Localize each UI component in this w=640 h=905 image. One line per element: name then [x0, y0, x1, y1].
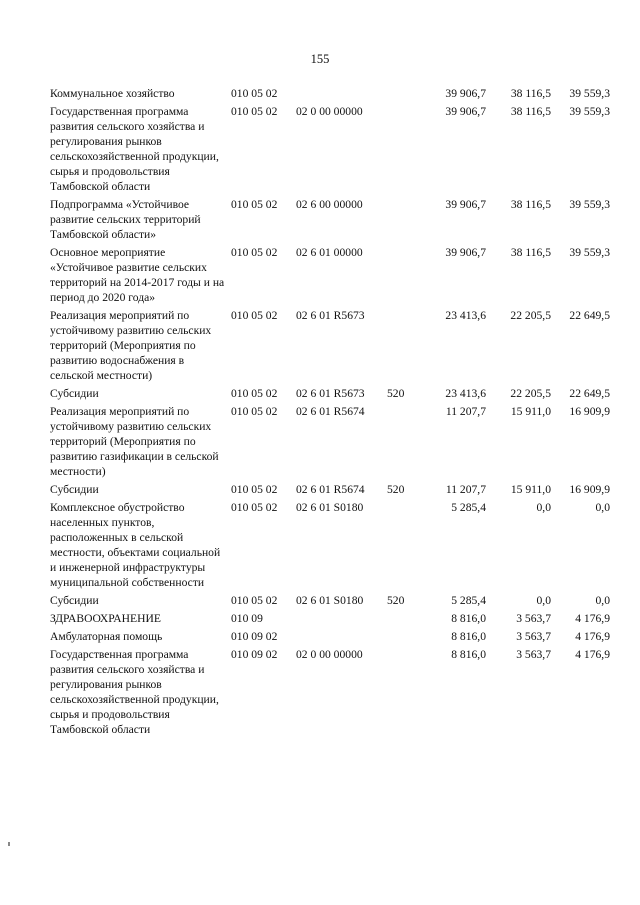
row-value-3: 0,0 — [595, 594, 610, 607]
row-value-2: 38 116,5 — [510, 87, 551, 100]
row-expense-type — [387, 500, 415, 593]
table-row — [50, 647, 610, 740]
row-value-1: 39 906,7 — [445, 105, 486, 118]
row-value-1: 23 413,6 — [445, 387, 486, 400]
row-value-3: 0,0 — [595, 501, 610, 514]
row-name: Реализация мероприятий по устойчивому развитию сельских территорий (Мероприятия по развитию водоснабжения в сельской местности) — [50, 309, 212, 382]
row-section-code: 010 05 02 — [231, 387, 278, 400]
table-row — [50, 500, 610, 593]
row-target-code: 02 6 00 00000 — [296, 198, 363, 211]
budget-table-body — [50, 86, 610, 740]
row-name: Государственная программа развития сельского хозяйства и регулирования рынков сельскохозяйственной продукции, сырья и продовольствия Тамбовской области — [50, 105, 219, 193]
row-value-2: 3 563,7 — [516, 630, 551, 643]
row-value-3: 16 909,9 — [569, 483, 610, 496]
row-section-code: 010 05 02 — [231, 594, 278, 607]
row-expense-type — [387, 647, 415, 740]
row-expense-type — [387, 104, 415, 197]
row-target-code: 02 0 00 00000 — [296, 648, 363, 661]
row-target-code — [296, 629, 387, 647]
row-section-code: 010 05 02 — [231, 198, 278, 211]
row-value-1: 11 207,7 — [445, 405, 486, 418]
row-value-1: 5 285,4 — [451, 501, 486, 514]
row-value-2: 15 911,0 — [510, 483, 551, 496]
row-value-1: 39 906,7 — [445, 246, 486, 259]
row-expense-type — [387, 308, 415, 386]
table-row — [50, 104, 610, 197]
table-row — [50, 197, 610, 245]
row-value-2: 3 563,7 — [516, 612, 551, 625]
row-target-code: 02 6 01 S0180 — [296, 594, 364, 607]
row-name: Субсидии — [50, 387, 99, 400]
row-section-code: 010 05 02 — [231, 105, 278, 118]
row-target-code: 02 6 01 R5673 — [296, 387, 365, 400]
row-value-3: 39 559,3 — [569, 198, 610, 211]
row-value-2: 0,0 — [536, 594, 551, 607]
row-value-3: 4 176,9 — [575, 648, 610, 661]
table-row — [50, 611, 610, 629]
table-row — [50, 593, 610, 611]
row-target-code: 02 0 00 00000 — [296, 105, 363, 118]
row-name: Субсидии — [50, 483, 99, 496]
row-name: Реализация мероприятий по устойчивому развитию сельских территорий (Мероприятия по развитию газификации в сельской местности) — [50, 405, 219, 478]
table-row — [50, 629, 610, 647]
row-name: Основное мероприятие «Устойчивое развитие сельских территорий на 2014-2017 годы и на период до 2020 года» — [50, 246, 225, 304]
row-value-3: 4 176,9 — [575, 612, 610, 625]
row-value-3: 22 649,5 — [569, 309, 610, 322]
table-row — [50, 86, 610, 104]
table-row — [50, 482, 610, 500]
table-row — [50, 386, 610, 404]
row-value-2: 3 563,7 — [516, 648, 551, 661]
row-expense-type: 520 — [387, 387, 405, 400]
row-value-2: 38 116,5 — [510, 246, 551, 259]
row-name: Амбулаторная помощь — [50, 630, 163, 643]
row-value-1: 5 285,4 — [451, 594, 486, 607]
row-value-1: 8 816,0 — [451, 630, 486, 643]
row-target-code — [296, 86, 387, 104]
row-value-2: 0,0 — [536, 501, 551, 514]
row-target-code: 02 6 01 S0180 — [296, 501, 364, 514]
row-target-code — [296, 611, 387, 629]
row-value-2: 38 116,5 — [510, 105, 551, 118]
row-value-3: 39 559,3 — [569, 246, 610, 259]
row-expense-type — [387, 629, 415, 647]
row-name: Государственная программа развития сельского хозяйства и регулирования рынков сельскохозяйственной продукции, сырья и продовольствия Тамбовской области — [50, 648, 219, 736]
row-section-code: 010 09 02 — [231, 648, 278, 661]
row-name: ЗДРАВООХРАНЕНИЕ — [50, 612, 161, 625]
row-expense-type — [387, 611, 415, 629]
row-section-code: 010 05 02 — [231, 87, 278, 100]
table-row — [50, 245, 610, 308]
row-section-code: 010 05 02 — [231, 246, 278, 259]
row-expense-type — [387, 245, 415, 308]
row-name: Комплексное обустройство населенных пунктов, расположенных в сельской местности, объектами социальной и инженерной инфраструктуры муниципальной собственности — [50, 501, 221, 589]
row-name: Субсидии — [50, 594, 99, 607]
row-value-3: 39 559,3 — [569, 105, 610, 118]
row-section-code: 010 09 02 — [231, 630, 278, 643]
row-value-3: 39 559,3 — [569, 87, 610, 100]
row-value-3: 22 649,5 — [569, 387, 610, 400]
page-number: 155 — [310, 52, 330, 66]
table-row — [50, 404, 610, 482]
row-value-1: 39 906,7 — [445, 198, 486, 211]
row-name: Коммунальное хозяйство — [50, 87, 175, 100]
row-expense-type: 520 — [387, 483, 405, 496]
row-section-code: 010 05 02 — [231, 501, 278, 514]
row-expense-type — [387, 197, 415, 245]
row-value-2: 38 116,5 — [510, 198, 551, 211]
row-value-1: 23 413,6 — [445, 309, 486, 322]
row-section-code: 010 09 — [231, 612, 263, 625]
row-name: Подпрограмма «Устойчивое развитие сельских территорий Тамбовской области» — [50, 198, 201, 241]
row-target-code: 02 6 01 R5674 — [296, 405, 365, 418]
row-value-2: 22 205,5 — [510, 387, 551, 400]
row-value-3: 4 176,9 — [575, 630, 610, 643]
row-value-3: 16 909,9 — [569, 405, 610, 418]
budget-table — [50, 86, 610, 740]
row-value-1: 8 816,0 — [451, 612, 486, 625]
row-expense-type — [387, 86, 415, 104]
row-target-code: 02 6 01 R5673 — [296, 309, 365, 322]
row-value-2: 22 205,5 — [510, 309, 551, 322]
row-value-1: 39 906,7 — [445, 87, 486, 100]
row-expense-type — [387, 404, 415, 482]
table-row — [50, 308, 610, 386]
row-section-code: 010 05 02 — [231, 483, 278, 496]
row-expense-type: 520 — [387, 594, 405, 607]
row-value-1: 8 816,0 — [451, 648, 486, 661]
row-target-code: 02 6 01 00000 — [296, 246, 363, 259]
scan-mark — [8, 842, 10, 846]
row-section-code: 010 05 02 — [231, 405, 278, 418]
row-value-1: 11 207,7 — [445, 483, 486, 496]
row-target-code: 02 6 01 R5674 — [296, 483, 365, 496]
row-section-code: 010 05 02 — [231, 309, 278, 322]
row-value-2: 15 911,0 — [510, 405, 551, 418]
